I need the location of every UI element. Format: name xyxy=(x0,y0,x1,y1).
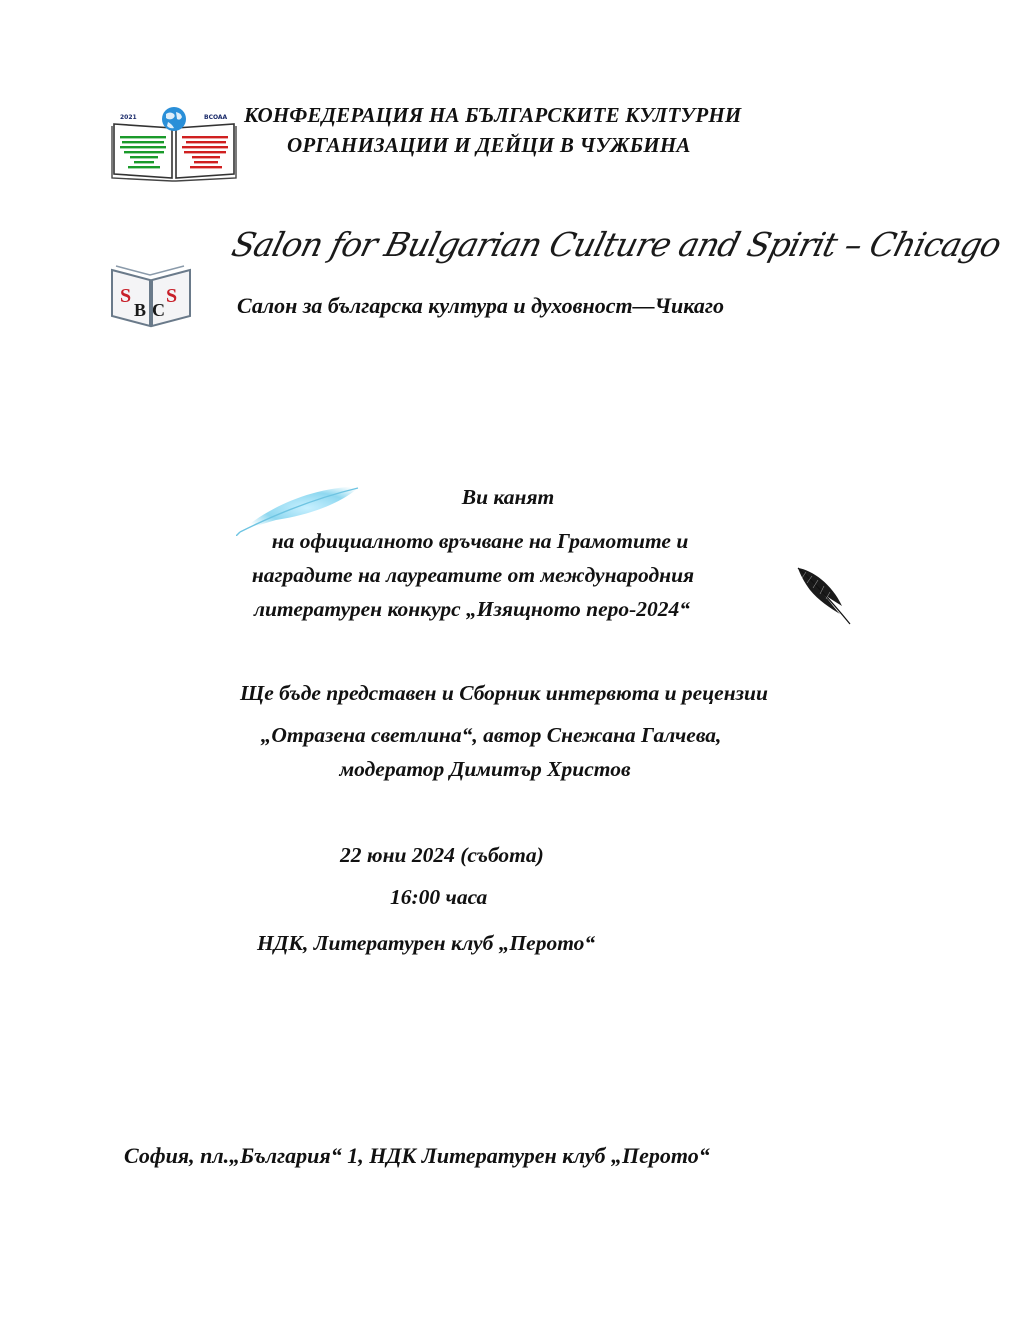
svg-text:2021: 2021 xyxy=(120,114,137,121)
salon-bulgarian-title: Салон за българска култура и духовност—Чикаго xyxy=(237,293,724,318)
invitation-line4: литературен конкурс „Изящното перо-2024“ xyxy=(253,597,691,621)
invitation-line3: наградите на лауреатите от международния xyxy=(251,563,695,587)
event-date: 22 юни 2024 (събота) xyxy=(340,843,544,867)
svg-text:B: B xyxy=(134,300,147,320)
bcoa-logo xyxy=(110,106,238,182)
bcoa-logo-graphic xyxy=(110,106,238,182)
sbcs-logo xyxy=(108,262,194,328)
sbcs-logo-graphic xyxy=(108,262,194,328)
book-line2: „Отразена светлина“, автор Снежана Галчева, xyxy=(260,723,722,747)
event-venue: НДК, Литературен клуб „Перото“ xyxy=(257,931,596,955)
feather-dark-icon xyxy=(792,562,856,626)
org-name-line1: КОНФЕДЕРАЦИЯ НА БЪЛГАРСКИТЕ КУЛТУРНИ xyxy=(244,103,742,127)
org-name-line2: ОРГАНИЗАЦИИ И ДЕЙЦИ В ЧУЖБИНА xyxy=(287,133,691,157)
book-line3: модератор Димитър Христов xyxy=(339,757,631,781)
invitation-line2: на официалното връчване на Грамотите и xyxy=(271,529,689,553)
event-time: 16:00 часа xyxy=(390,885,488,909)
svg-text:BCOAA: BCOAA xyxy=(204,114,228,121)
svg-text:C: C xyxy=(152,300,165,320)
book-line1: Ще бъде представен и Сборник интервюта и рецензии xyxy=(240,681,768,705)
invitation-line1: Ви канят xyxy=(461,485,555,509)
salon-english-title: Salon for Bulgarian Culture and Spirit – Chicago xyxy=(228,225,1005,264)
svg-text:S: S xyxy=(166,285,178,307)
svg-text:S: S xyxy=(120,285,132,307)
event-address: София, пл.„България“ 1, НДК Литературен клуб „Перото“ xyxy=(124,1143,710,1168)
